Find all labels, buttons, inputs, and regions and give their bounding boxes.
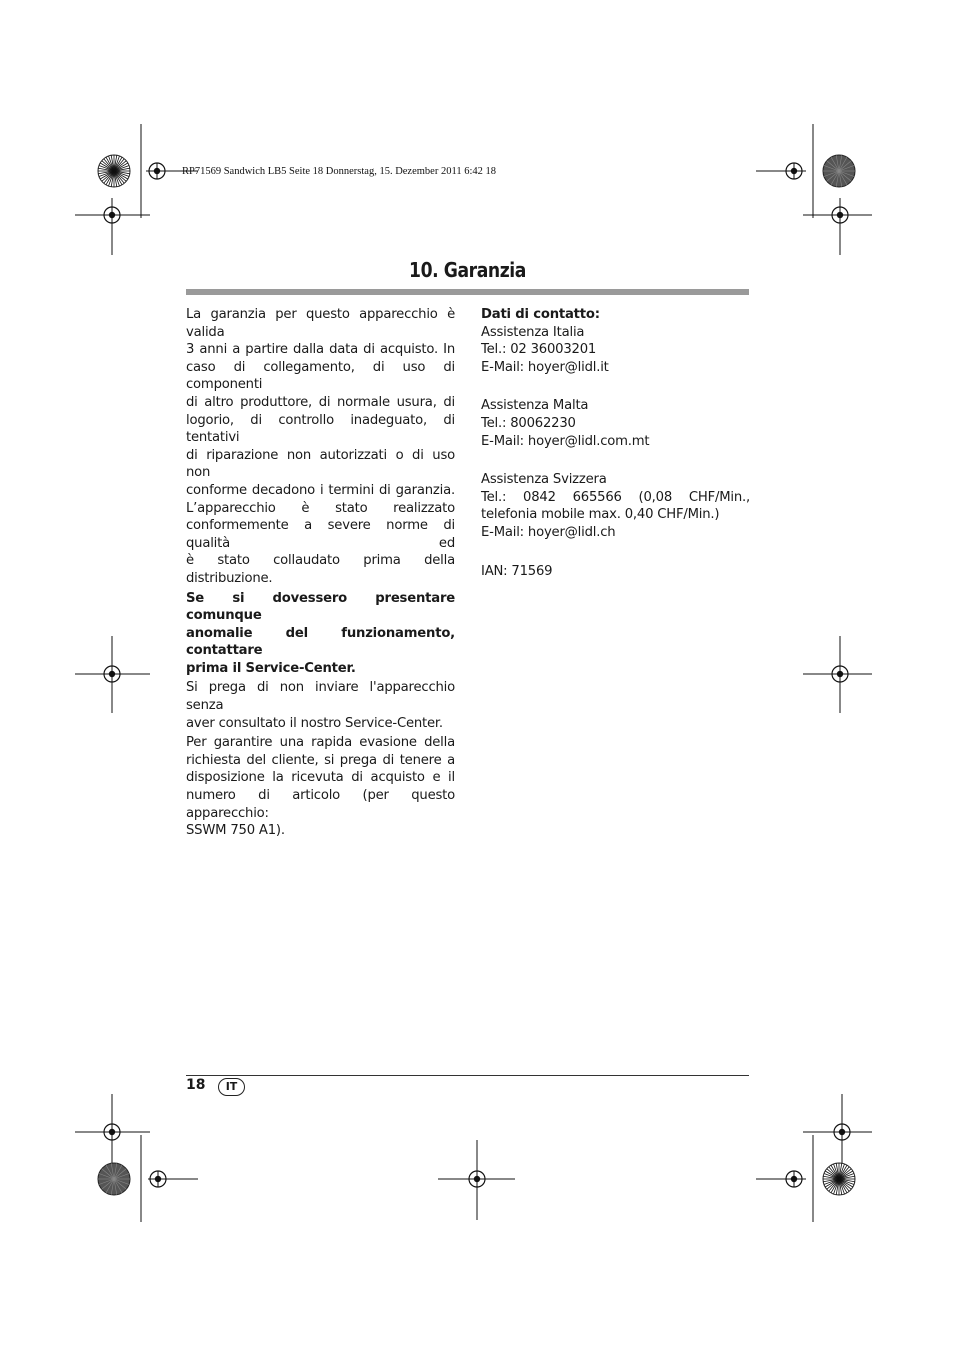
text-line: La garanzia per questo apparecchio è valida xyxy=(186,307,455,340)
contact-switzerland xyxy=(481,471,750,541)
contact-phone: Tel.: 80062230 xyxy=(481,415,576,431)
text-line: 3 anni a partire dalla data di acquisto. In xyxy=(186,342,455,358)
text-line: caso di collegamento, di uso di componenti xyxy=(186,359,455,393)
text-line: L’apparecchio è stato realizzato xyxy=(186,500,455,516)
page-number: 18 xyxy=(186,1077,206,1093)
text-line: Se si dovessero presentare comunque xyxy=(186,590,455,624)
text-line: anomalie del funzionamento, contattare xyxy=(186,625,455,659)
return-notice-paragraph xyxy=(186,679,455,732)
text-line: aver consultato il nostro Service-Center. xyxy=(186,715,443,731)
contact-column xyxy=(481,306,750,580)
contact-email: E-Mail: hoyer@lidl.com.mt xyxy=(481,433,650,449)
contact-name: Assistenza Svizzera xyxy=(481,472,607,488)
text-line: Per garantire una rapida evasione della xyxy=(186,735,455,751)
text-line: logorio, di controllo inadeguato, di tentativi xyxy=(186,412,455,446)
title-rule xyxy=(186,289,749,295)
contact-phone: Tel.: 0842 665566 (0,08 CHF/Min., xyxy=(481,489,750,505)
service-center-notice xyxy=(186,590,455,678)
contact-email: E-Mail: hoyer@lidl.ch xyxy=(481,524,616,540)
text-line: disposizione la ricevuta di acquisto e il xyxy=(186,770,455,786)
text-line: è stato collaudato prima della distribuzione. xyxy=(186,553,455,586)
contact-malta xyxy=(481,397,750,450)
language-badge: IT xyxy=(218,1078,245,1096)
text-line: di altro produttore, di normale usura, di xyxy=(186,394,455,410)
receipt-paragraph xyxy=(186,734,455,840)
text-line: numero di articolo (per questo apparecchio: xyxy=(186,788,455,821)
contact-italy xyxy=(481,324,750,377)
text-line: SSWM 750 A1). xyxy=(186,823,285,839)
warranty-paragraph xyxy=(186,306,455,588)
contact-heading: Dati di contatto: xyxy=(481,307,600,322)
text-line: di riparazione non autorizzati o di uso non xyxy=(186,447,455,481)
text-line: conformemente a severe norme di qualità ed xyxy=(186,518,455,551)
text-line: Si prega di non inviare l'apparecchio senza xyxy=(186,680,455,714)
text-line: prima il Service-Center. xyxy=(186,660,356,676)
page-title: 10. Garanzia xyxy=(409,258,526,282)
contact-email: E-Mail: hoyer@lidl.it xyxy=(481,359,609,375)
footer-rule xyxy=(186,1075,749,1076)
text-line: conforme decadono i termini di garanzia. xyxy=(186,482,455,498)
contact-phone: Tel.: 02 36003201 xyxy=(481,342,597,358)
text-line: richiesta del cliente, si prega di tenere a xyxy=(186,752,455,768)
contact-name: Assistenza Italia xyxy=(481,324,585,340)
print-header: RP71569 Sandwich LB5 Seite 18 Donnerstag, 15. Dezember 2011 6:42 18 xyxy=(182,166,496,177)
ian-number: IAN: 71569 xyxy=(481,563,553,579)
contact-phone-mobile: telefonia mobile max. 0,40 CHF/Min.) xyxy=(481,507,720,523)
contact-name: Assistenza Malta xyxy=(481,398,589,414)
warranty-text-column xyxy=(186,306,455,840)
